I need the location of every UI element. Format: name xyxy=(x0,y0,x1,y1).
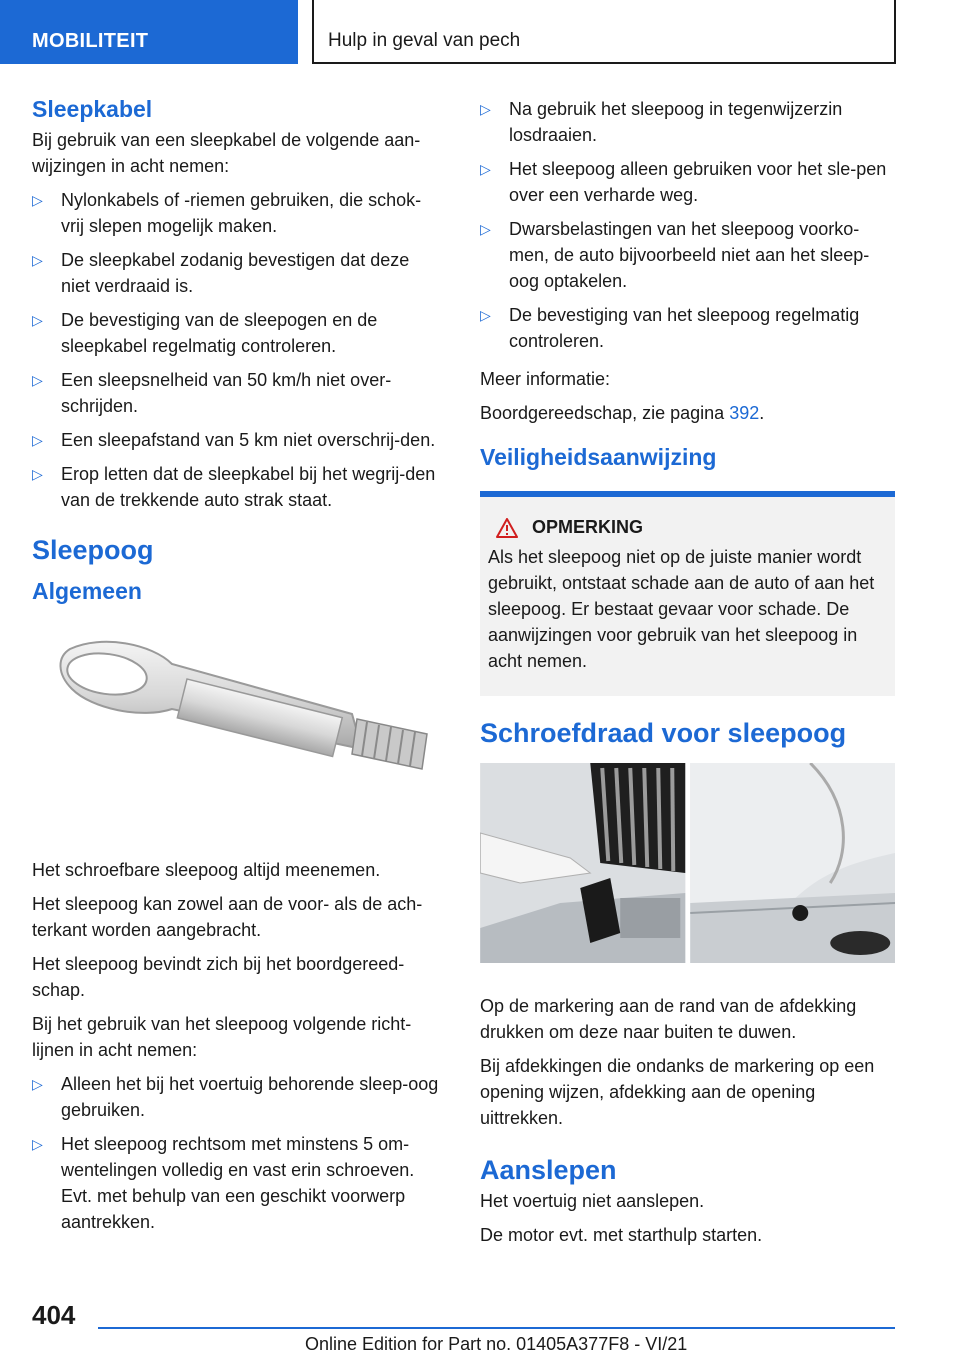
list-item: ▷ Erop letten dat de sleepkabel bij het wegrij-den van de trekkende auto strak staat. xyxy=(32,461,442,513)
list-item: ▷ Na gebruik het sleepoog in tegenwijzerzin losdraaien. xyxy=(480,96,895,148)
heading-schroefdraad: Schroefdraad voor sleepoog xyxy=(480,718,847,748)
notice-label: OPMERKING xyxy=(532,517,644,537)
paragraph: Bij afdekkingen die ondanks de markering op een opening wijzen, afdekking aan de opening uittrekken. xyxy=(480,1056,875,1128)
list-item: ▷ De sleepkabel zodanig bevestigen dat deze niet verdraaid is. xyxy=(32,247,442,299)
list-item: ▷ Dwarsbelastingen van het sleepoog voorko-men, de auto bijvoorbeeld niet aan het sleep-oog optakelen. xyxy=(480,216,895,294)
heading-veiligheid: Veiligheidsaanwijzing xyxy=(480,444,717,470)
paragraph: Het voertuig niet aanslepen. xyxy=(480,1191,705,1211)
footer-divider xyxy=(98,1327,895,1329)
tow-hook-image xyxy=(32,619,442,834)
paragraph: Bij het gebruik van het sleepoog volgende richt-lijnen in acht nemen: xyxy=(32,1014,412,1060)
list-item: ▷ De bevestiging van de sleepogen en de sleepkabel regelmatig controleren. xyxy=(32,307,442,359)
list-item: ▷ Het sleepoog alleen gebruiken voor het sle-pen over een verharde weg. xyxy=(480,156,895,208)
paragraph: Het sleepoog kan zowel aan de voor- als de ach-terkant worden aangebracht. xyxy=(32,894,423,940)
list-item: ▷ De bevestiging van het sleepoog regelmatig controleren. xyxy=(480,302,895,354)
paragraph: De motor evt. met starthulp starten. xyxy=(480,1225,763,1245)
chapter-label: Hulp in geval van pech xyxy=(328,30,521,51)
paragraph: Het schroefbare sleepoog altijd meenemen. xyxy=(32,860,381,880)
front-bumper-image xyxy=(480,763,686,963)
notice-text: Als het sleepoog niet op de juiste manier wordt gebruikt, ontstaat schade aan de auto of aan het sleepoog. Er bestaat gevaar voor schade. De aanwijzingen voor gebruik van het sleepoog in acht nemen. xyxy=(488,547,875,671)
heading-aanslepen: Aanslepen xyxy=(480,1155,617,1185)
sleepkabel-intro: Bij gebruik van een sleepkabel de volgende aan-wijzingen in acht nemen: xyxy=(32,130,421,176)
list-item: ▷ Nylonkabels of -riemen gebruiken, die schok-vrij slepen mogelijk maken. xyxy=(32,187,442,239)
reference-end: . xyxy=(759,403,765,423)
list-item: ▷ Een sleepsnelheid van 50 km/h niet over-schrijden. xyxy=(32,367,442,419)
section-label: MOBILITEIT xyxy=(32,30,149,52)
reference-text: Boordgereedschap, zie pagina xyxy=(480,403,730,423)
rear-bumper-image xyxy=(690,763,896,963)
warning-icon xyxy=(496,518,518,538)
list-item: ▷ Het sleepoog rechtsom met minstens 5 om-wentelingen volledig en vast erin schroeven. Evt. met behulp van een geschikt voorwerp aantrekken. xyxy=(32,1131,442,1235)
sleepkabel-list xyxy=(32,187,442,513)
section-tab xyxy=(0,0,298,64)
paragraph: Meer informatie: xyxy=(480,369,611,389)
heading-algemeen: Algemeen xyxy=(32,578,142,604)
paragraph: Het sleepoog bevindt zich bij het boordgereed-schap. xyxy=(32,954,405,1000)
heading-sleepoog: Sleepoog xyxy=(32,535,154,565)
page-number: 404 xyxy=(32,1300,76,1330)
notice-header xyxy=(488,517,887,538)
list-item: ▷ Alleen het bij het voertuig behorende sleep-oog gebruiken. xyxy=(32,1071,442,1123)
bumper-photos xyxy=(480,763,895,963)
sleepoog-list xyxy=(32,1071,442,1235)
sleepoog-list-continued xyxy=(480,96,895,354)
list-item: ▷ Een sleepafstand van 5 km niet overschrij-den. xyxy=(32,427,442,453)
right-column xyxy=(480,96,895,1256)
notice-box xyxy=(480,491,895,696)
page-reference-link[interactable]: 392 xyxy=(729,403,760,423)
paragraph: Op de markering aan de rand van de afdekking drukken om deze naar buiten te duwen. xyxy=(480,996,857,1042)
chapter-header xyxy=(312,0,896,64)
reference-paragraph xyxy=(480,400,895,426)
heading-sleepkabel: Sleepkabel xyxy=(32,96,153,122)
left-column xyxy=(32,96,442,1243)
footer-edition: Online Edition for Part no. 01405A377F8 - VI/21 xyxy=(305,1334,688,1354)
